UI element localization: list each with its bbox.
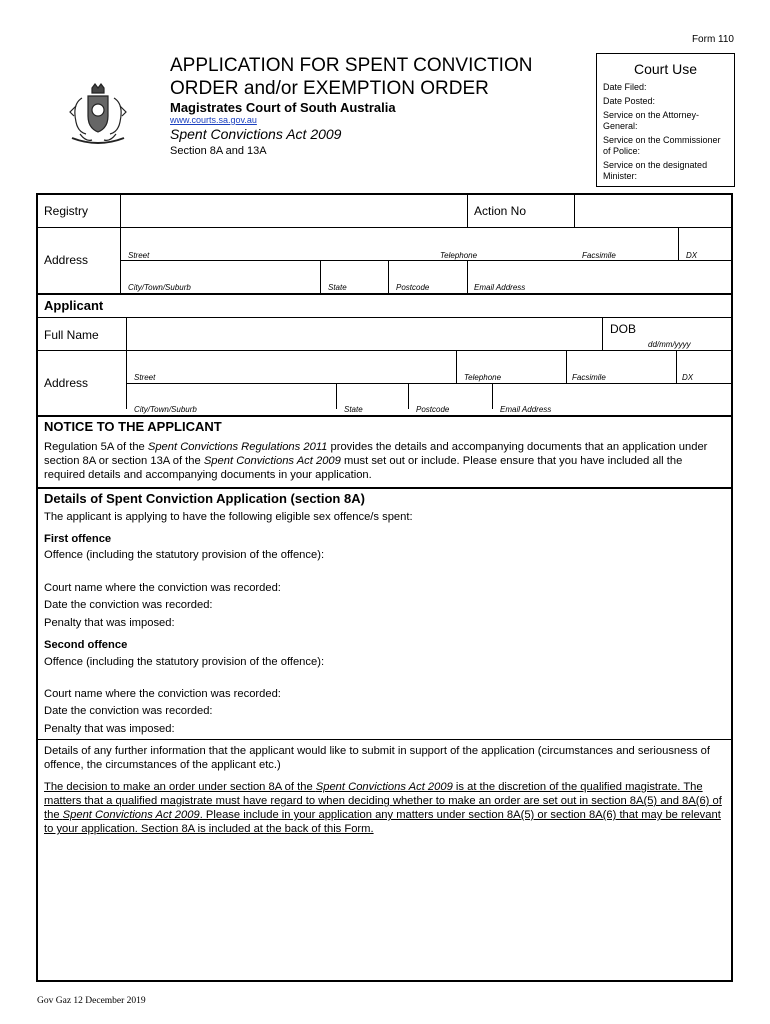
applicant-facsimile[interactable]: Facsimile [572,373,606,382]
action-no-label: Action No [474,204,527,218]
applicant-heading: Applicant [44,298,104,313]
court-use-date-filed: Date Filed: [603,82,647,92]
full-name-field[interactable] [127,318,601,350]
court-use-police-service: Service on the Commissioner of Police: [603,135,721,156]
full-name-label: Full Name [44,328,99,342]
decision-note: The decision to make an order under section 8A of the Spent Convictions Act 2009 is at the discretion of the qualified magistrate. The matters that a qualified magistrate must have regard to when deciding whether to make an order are set out in section 8A(5) and 8A(6) of the Spent Convictions Act 2009. Please include in your application any matters under section 8A(5) or section 8A(6) that may be relevant to your application. Section 8A is included at the back of this Form. [44,781,722,835]
title-line-2: ORDER and/or EXEMPTION ORDER [170,78,489,99]
registry-telephone[interactable]: Telephone [440,251,478,260]
registry-postcode[interactable]: Postcode [396,283,430,292]
applicant-email[interactable]: Email Address [500,405,552,414]
registry-label: Registry [44,204,89,218]
second-date-recorded-field[interactable]: Date the conviction was recorded: [44,705,213,717]
action-no-field[interactable] [575,195,731,227]
court-use-heading: Court Use [633,61,698,77]
court-use-box [596,53,735,187]
form-number: Form 110 [691,34,734,45]
court-use-ag-service: Service on the Attorney-General: [603,110,700,131]
gazette-footer: Gov Gaz 12 December 2019 [37,996,146,1006]
act-name: Spent Convictions Act 2009 [170,126,342,142]
further-info-field[interactable] [40,855,729,975]
applicant-state[interactable]: State [344,405,363,414]
court-use-minister-service: Service on the designated Minister: [603,160,708,181]
notice-heading: NOTICE TO THE APPLICANT [44,419,222,434]
registry-facsimile[interactable]: Facsimile [582,251,616,260]
details-intro: The applicant is applying to have the following eligible sex offence/s spent: [44,511,413,523]
applicant-street[interactable]: Street [134,373,156,382]
first-offence-field[interactable]: Offence (including the statutory provision of the offence): [44,549,325,561]
notice-text: Regulation 5A of the Spent Convictions Regulations 2011 provides the details and accompanying documents that an application under section 8A or section 13A of the Spent Convictions Act 2009 must set out or include. Please ensure that you have included all the required details and accompanying documents in your application. [44,441,708,481]
registry-state[interactable]: State [328,283,347,292]
first-court-name-field[interactable]: Court name where the conviction was recorded: [44,582,281,594]
applicant-telephone[interactable]: Telephone [464,373,502,382]
registry-city[interactable]: City/Town/Suburb [128,283,191,292]
registry-address-label: Address [44,253,89,267]
details-heading: Details of Spent Conviction Application (section 8A) [44,491,365,506]
court-use-date-posted: Date Posted: [603,96,656,106]
coat-of-arms-icon [62,82,134,152]
second-court-name-field[interactable]: Court name where the conviction was recorded: [44,688,281,700]
dob-field[interactable]: dd/mm/yyyy [648,340,691,349]
dob-label: DOB [610,322,637,336]
title-line-1: APPLICATION FOR SPENT CONVICTION [170,55,533,76]
second-offence-heading: Second offence [44,639,128,651]
further-info-intro: Details of any further information that the applicant would like to submit in support of the application (circumstances and seriousness of offence, the circumstances of the applicant etc.) [44,745,711,771]
first-offence-heading: First offence [44,533,112,545]
applicant-dx[interactable]: DX [682,373,694,382]
registry-email[interactable]: Email Address [474,283,526,292]
registry-street[interactable]: Street [128,251,150,260]
second-penalty-field[interactable]: Penalty that was imposed: [44,723,175,735]
courts-link[interactable]: www.courts.sa.gov.au [170,115,257,125]
first-penalty-field[interactable]: Penalty that was imposed: [44,617,175,629]
second-offence-field[interactable]: Offence (including the statutory provision of the offence): [44,656,325,668]
application-form [36,193,733,982]
applicant-address-label: Address [44,376,89,390]
registry-dx[interactable]: DX [686,251,698,260]
section-reference: Section 8A and 13A [170,145,267,157]
first-date-recorded-field[interactable]: Date the conviction was recorded: [44,599,213,611]
registry-field[interactable] [121,195,466,227]
applicant-postcode[interactable]: Postcode [416,405,450,414]
applicant-city[interactable]: City/Town/Suburb [134,405,197,414]
court-name: Magistrates Court of South Australia [170,100,396,115]
form-title [170,54,590,100]
